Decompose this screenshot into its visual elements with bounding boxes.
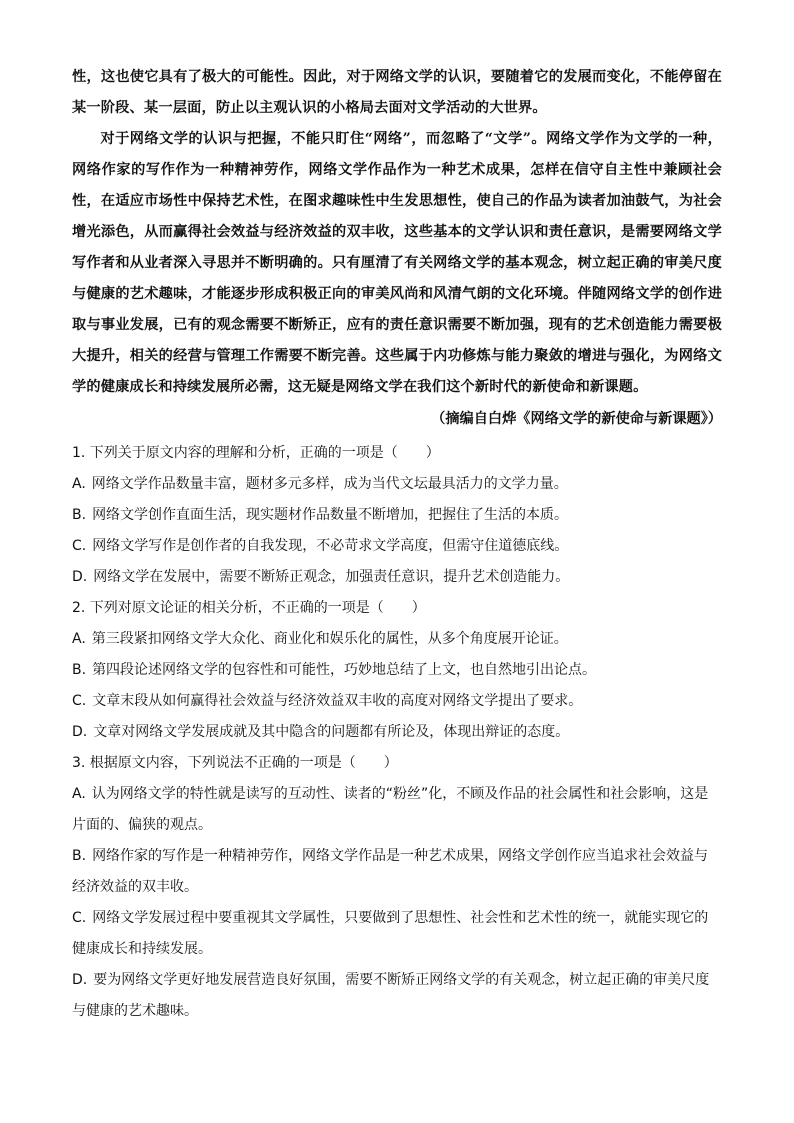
option-label: C. [72,910,87,926]
option-c [72,903,722,965]
option-label: B. [72,507,87,523]
option-label: A. [72,476,86,492]
option-text: 网络文学写作是创作者的自我发现，不必苛求文学高度，但需守住道德底线。 [92,538,569,554]
option-label: A. [72,786,86,802]
option-b [72,841,722,903]
option-text: 网络文学在发展中，需要不断矫正观念，加强责任意识，提升艺术创造能力。 [93,569,570,585]
option-text: 文章末段从如何赢得社会效益与经济效益双丰收的高度对网络文学提出了要求。 [92,693,583,709]
option-b [72,500,722,531]
option-text: 网络文学作品数量丰富，题材多元多样，成为当代文坛最具活力的文学力量。 [91,476,568,492]
option-d [72,965,722,1027]
option-text: 要为网络文学更好地发展营造良好氛围，需要不断矫正网络文学的有关观念，树立起正确的审美尺度与健康的艺术趣味。 [72,972,710,1019]
option-c [72,686,722,717]
option-text: 网络文学发展过程中要重视其文学属性，只要做到了思想性、社会性和艺术性的统一，就能实现它的健康成长和持续发展。 [72,910,709,957]
option-text: 第三段紧扣网络文学大众化、商业化和娱乐化的属性，从多个角度展开论证。 [91,631,568,647]
option-text: 认为网络文学的特性就是读写的互动性、读者的“粉丝”化，不顾及作品的社会属性和社会影响，这是片面的、偏狭的观点。 [72,786,709,833]
option-b [72,655,722,686]
option-label: C. [72,538,87,554]
option-a [72,624,722,655]
option-label: D. [72,724,88,740]
question-3 [72,748,722,1027]
option-text: 网络作家的写作是一种精神劳作，网络文学作品是一种艺术成果，网络文学创作应当追求社会效益与经济效益的双丰收。 [72,848,709,895]
option-d [72,562,722,593]
question-stem: 1. 下列关于原文内容的理解和分析，正确的一项是（ ） [72,445,440,461]
passage-paragraph: 对于网络文学的认识与把握，不能只盯住“网络”，而忽略了“文学”。网络文学作为文学的一种，网络作家的写作作为一种精神劳作，网络文学作品作为一种艺术成果，怎样在信守自主性中兼顾社会性，在适应市场性中保持艺术性，在图求趣味性中生发思想性，使自己的作品为读者加油鼓气，为社会增光添色，从而赢得社会效益与经济效益的双丰收，这些基本的文学认识和责任意识，是需要网络文学写作者和从业者深入寻思并不断明确的。只有厘清了有关网络文学的基本观念，树立起正确的审美尺度与健康的艺术趣味，才能逐步形成积极正向的审美风尚和风清气朗的文化环境。伴随网络文学的创作进取与事业发展，已有的观念需要不断矫正，应有的责任意识需要不断加强，现有的艺术创造能力需要极大提升，相关的经营与管理工作需要不断完善。这些属于内功修炼与能力聚敛的增进与强化，为网络文学的健康成长和持续发展所必需，这无疑是网络文学在我们这个新时代的新使命和新课题。 [72,131,722,395]
passage-paragraph: 性，这也使它具有了极大的可能性。因此，对于网络文学的认识，要随着它的发展而变化，不能停留在某一阶段、某一层面，防止以主观认识的小格局去面对文学活动的大世界。 [72,69,722,116]
question-list [72,438,722,1027]
option-label: B. [72,848,87,864]
option-text: 网络文学创作直面生活，现实题材作品数量不断增加，把握住了生活的本质。 [92,507,569,523]
option-c [72,531,722,562]
option-label: D. [72,972,88,988]
option-a [72,779,722,841]
option-text: 文章对网络文学发展成就及其中隐含的问题都有所论及，体现出辩证的态度。 [93,724,570,740]
option-label: B. [72,662,87,678]
passage-source: （摘编自白烨《网络文学的新使命与新课题》） [431,411,722,427]
option-a [72,469,722,500]
option-label: D. [72,569,88,585]
question-2 [72,593,722,748]
question-stem: 2. 下列对原文论证的相关分析，不正确的一项是（ ） [72,600,426,616]
option-label: A. [72,631,86,647]
reading-passage [72,62,722,403]
question-stem: 3. 根据原文内容，下列说法不正确的一项是（ ） [72,755,398,771]
option-text: 第四段论述网络文学的包容性和可能性，巧妙地总结了上文，也自然地引出论点。 [92,662,597,678]
question-1 [72,438,722,593]
option-label: C. [72,693,87,709]
option-d [72,717,722,748]
